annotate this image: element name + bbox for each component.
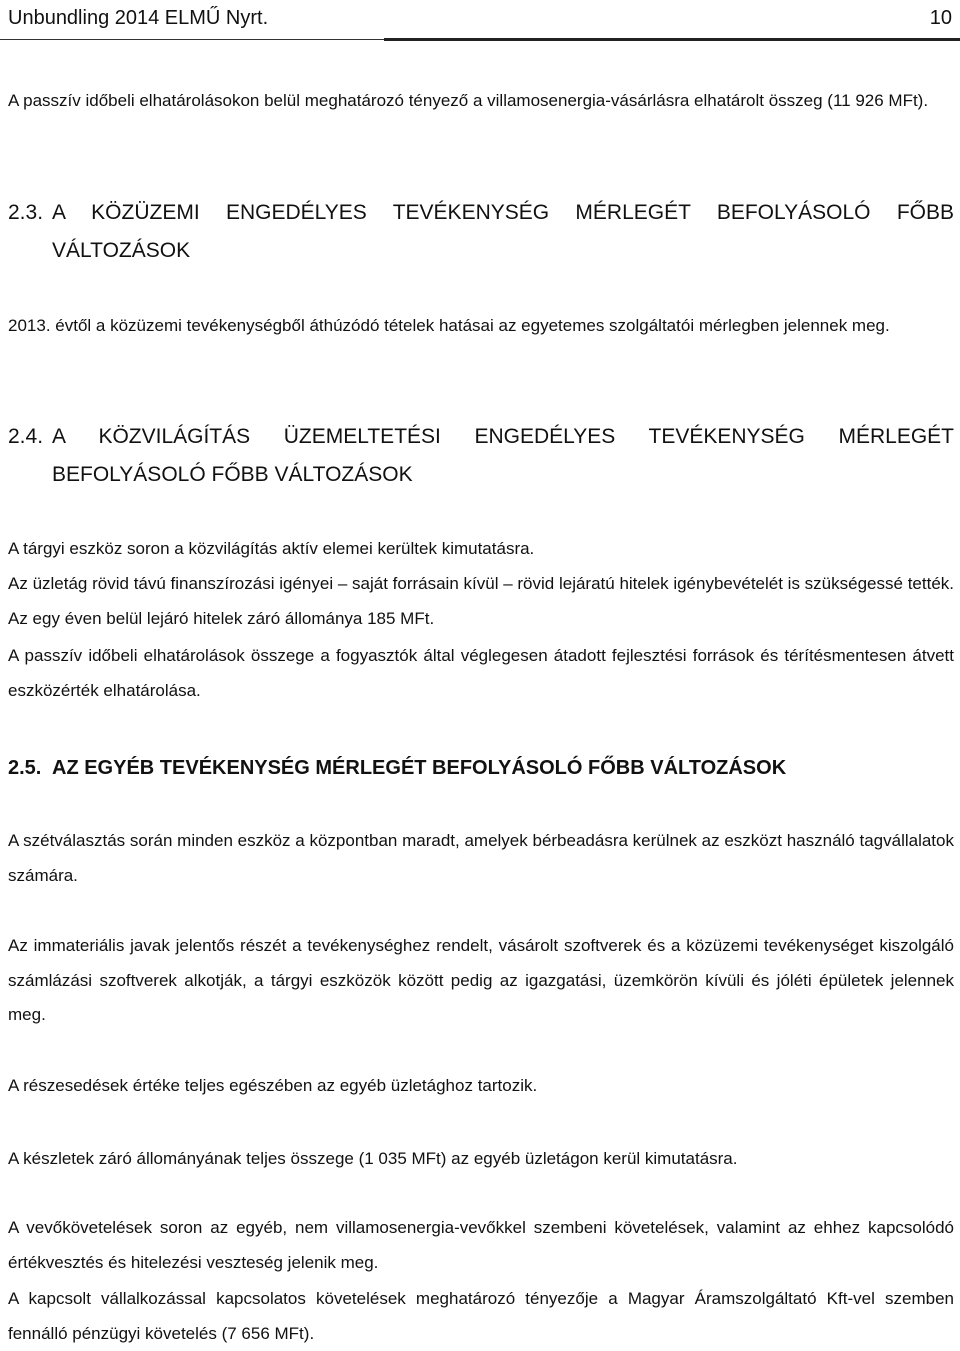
header-rule: [0, 38, 960, 42]
section-2-5-paragraph-1: A szétválasztás során minden eszköz a központban maradt, amelyek bérbeadásra kerülnek az eszközt használó tagvállalatok számára.: [8, 831, 954, 885]
intro-paragraph: A passzív időbeli elhatárolásokon belül meghatározó tényező a villamosenergia-vásárlásra elhatárolt összeg (11 926 MFt).: [8, 91, 929, 110]
section-2-5-paragraph-5: A vevőkövetelések soron az egyéb, nem villamosenergia-vevőkkel szembeni követelések, valamint az ehhez kapcsolódó értékvesztés és hitelezési veszteség jelenik meg.: [8, 1218, 954, 1272]
section-2-4-title: A KÖZVILÁGÍTÁS ÜZEMELTETÉSI ENGEDÉLYES TEVÉKENYSÉG MÉRLEGÉT BEFOLYÁSOLÓ FŐBB VÁLTOZÁSOK: [52, 425, 954, 486]
section-2-3-title: A KÖZÜZEMI ENGEDÉLYES TEVÉKENYSÉG MÉRLEGÉT BEFOLYÁSOLÓ FŐBB VÁLTOZÁSOK: [52, 201, 954, 262]
section-2-5-paragraph-4: A készletek záró állományának teljes összege (1 035 MFt) az egyéb üzletágon kerül kimutatásra.: [8, 1149, 738, 1168]
section-2-5-heading: [8, 749, 954, 787]
header-rule-thick: [384, 38, 960, 41]
section-2-3-paragraph: 2013. évtől a közüzemi tevékenységből áthúzódó tételek hatásai az egyetemes szolgáltatói mérlegben jelennek meg.: [8, 316, 890, 335]
section-2-5-paragraph-3: A részesedések értéke teljes egészében az egyéb üzletághoz tartozik.: [8, 1076, 538, 1095]
section-2-4-heading: [8, 418, 954, 494]
header-page-number: 10: [929, 7, 952, 29]
page-header: [8, 4, 952, 36]
section-2-4-paragraph-2: Az üzletág rövid távú finanszírozási igényei – saját forrásain kívül – rövid lejáratú hitelek igénybevételét is szükségessé tették. Az egy éven belül lejáró hitelek záró állománya 185 MFt.: [8, 574, 954, 628]
section-2-5-paragraph-6: A kapcsolt vállalkozással kapcsolatos követelések meghatározó tényezője a Magyar Áramszolgáltató Kft-vel szemben fennálló pénzügyi követelés (7 656 MFt).: [8, 1289, 954, 1343]
header-company: Unbundling 2014 ELMŰ Nyrt.: [8, 7, 269, 29]
section-2-4-paragraph-3: A passzív időbeli elhatárolások összege a fogyasztók által véglegesen átadott fejlesztési források és térítésmentesen átvett eszközérték elhatárolása.: [8, 646, 954, 700]
section-2-3-number: 2.3.: [8, 201, 44, 224]
section-2-5-title: AZ EGYÉB TEVÉKENYSÉG MÉRLEGÉT BEFOLYÁSOLÓ FŐBB VÁLTOZÁSOK: [52, 757, 787, 779]
section-2-5-number: 2.5.: [8, 757, 42, 779]
section-2-4-number: 2.4.: [8, 425, 44, 448]
section-2-5-paragraph-2: Az immateriális javak jelentős részét a tevékenységhez rendelt, vásárolt szoftverek és a közüzemi tevékenységet kiszolgáló számlázási szoftverek alkotják, a tárgyi eszközök között pedig az igazgatási, üzemkörön kívüli és jóléti épületek jelennek meg.: [8, 936, 954, 1024]
section-2-3-heading: [8, 194, 954, 270]
section-2-4-paragraph-1: A tárgyi eszköz soron a közvilágítás aktív elemei kerültek kimutatásra.: [8, 539, 535, 558]
